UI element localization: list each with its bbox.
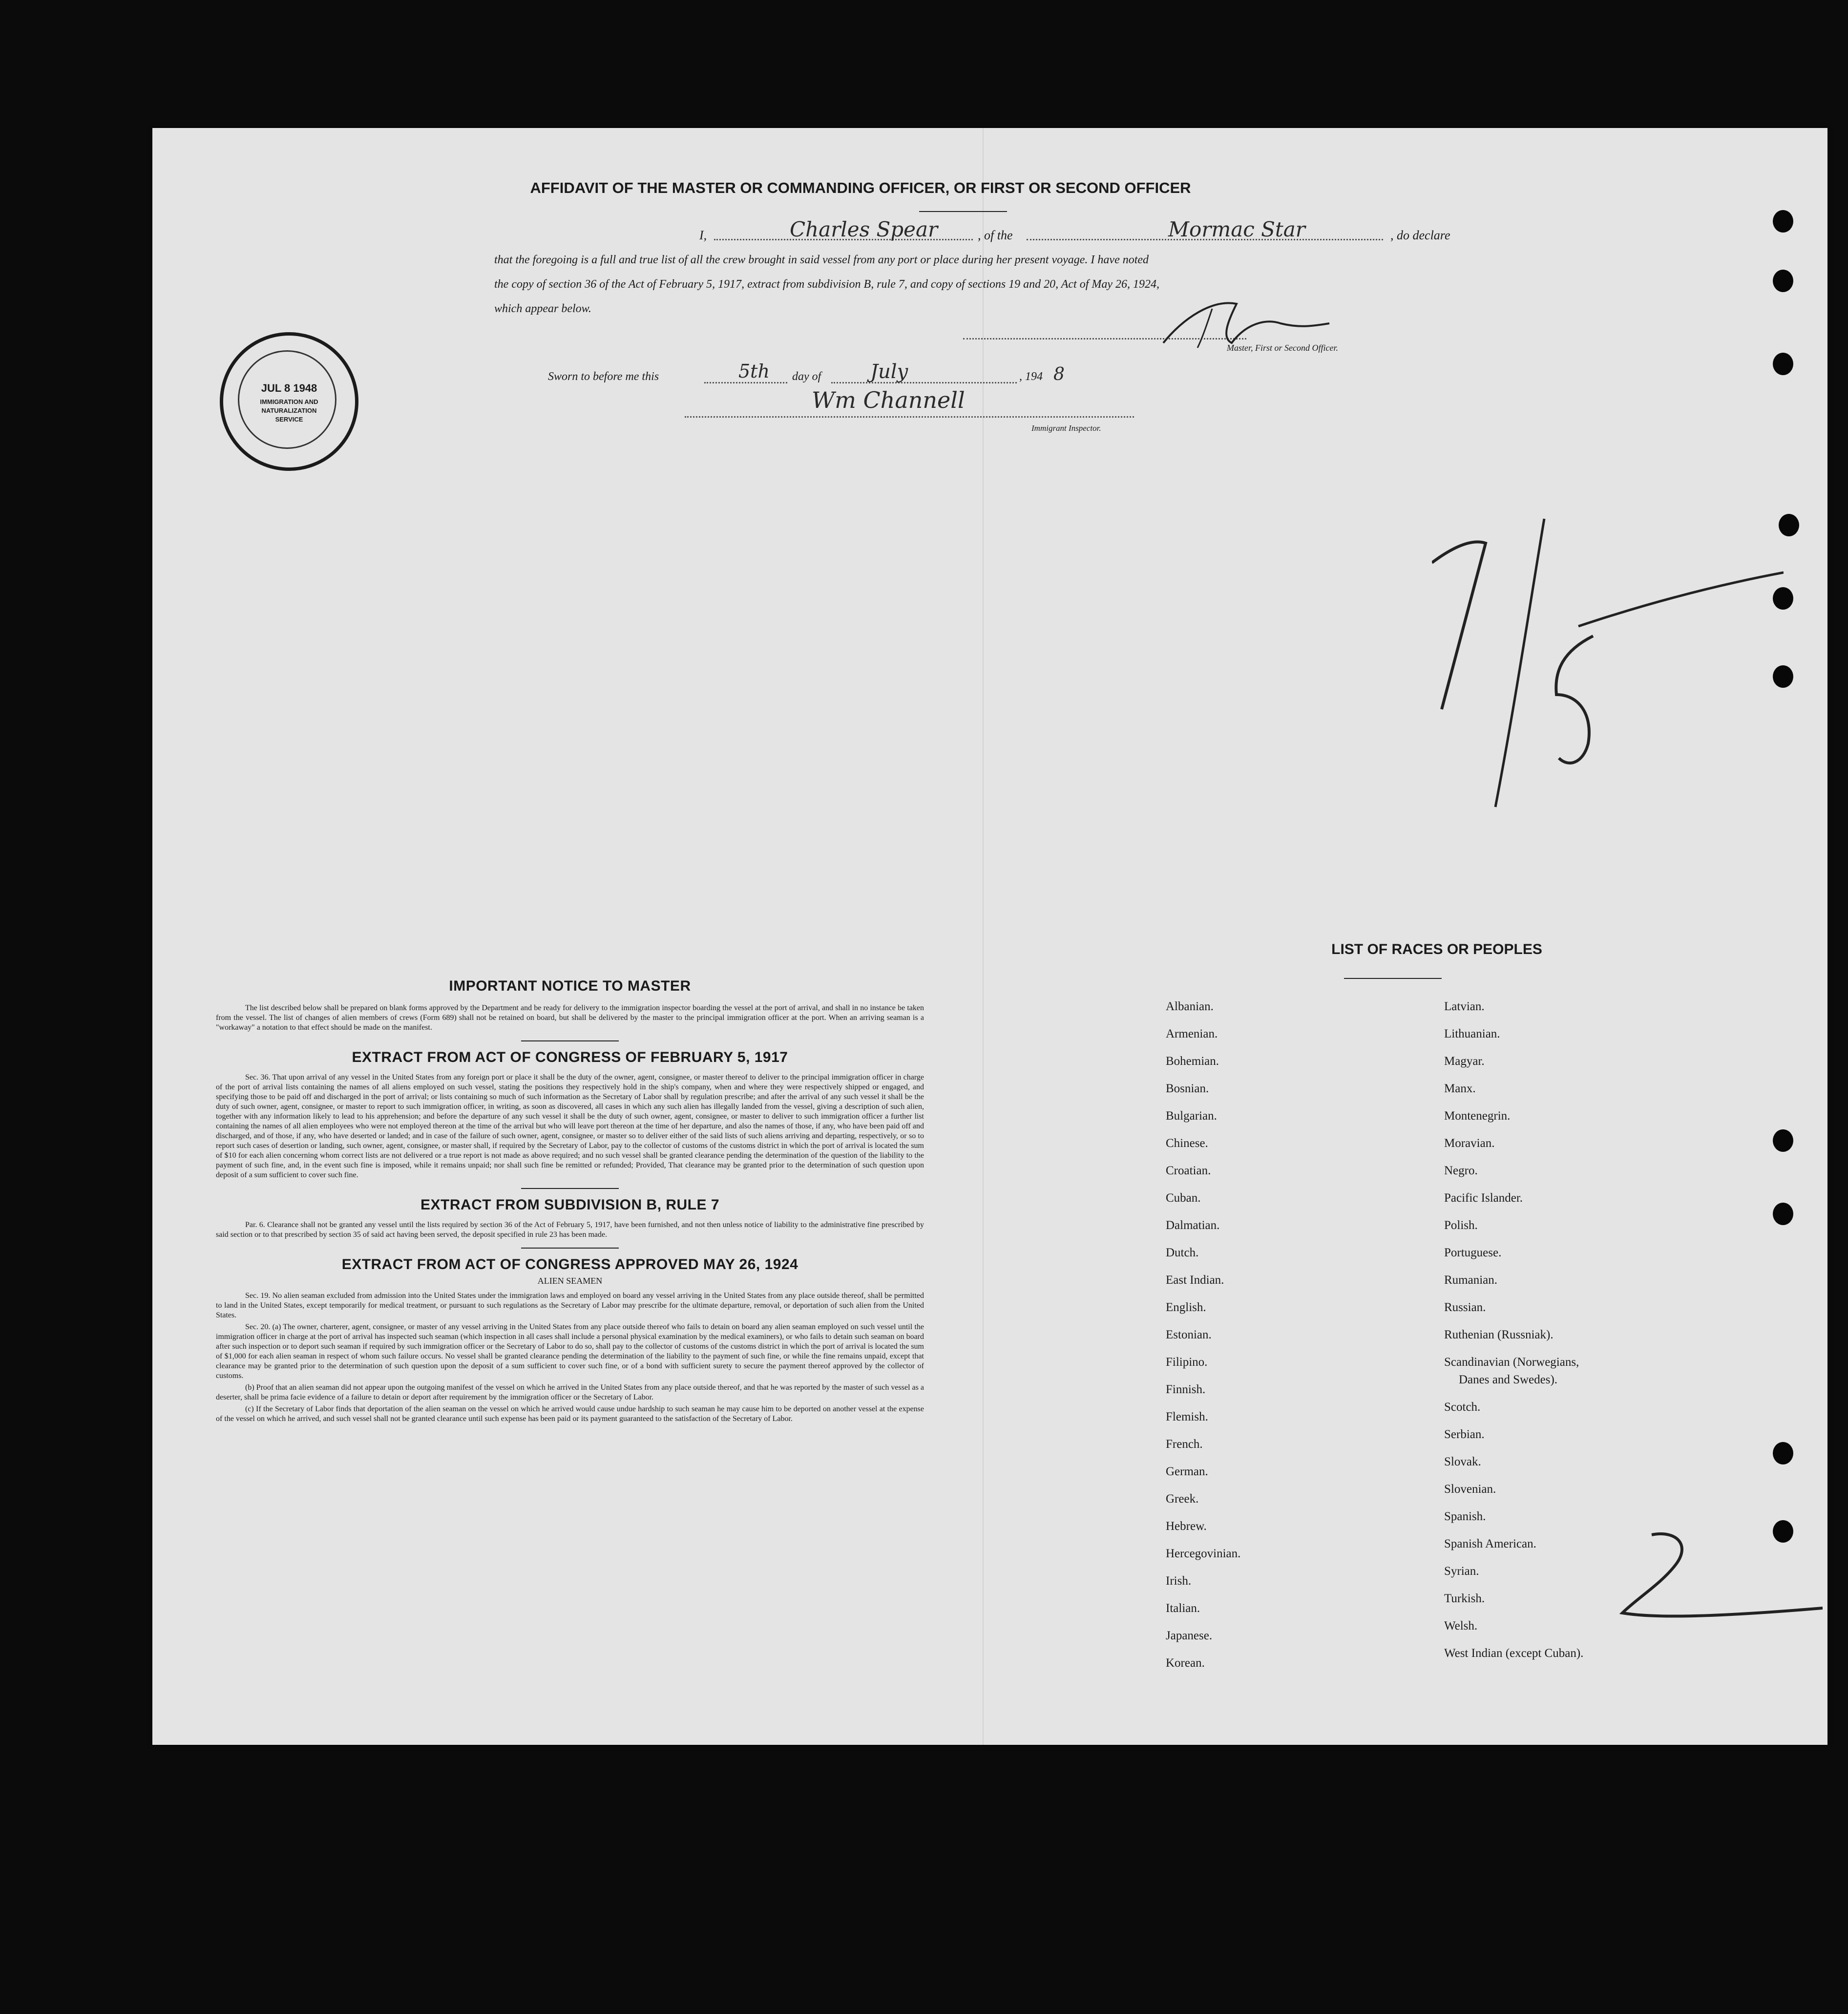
races-right-column	[1444, 1000, 1786, 1674]
race-item: Slovenian.	[1444, 1483, 1496, 1496]
race-item: Scandinavian (Norwegians,	[1444, 1356, 1579, 1369]
race-item: Turkish.	[1444, 1592, 1485, 1605]
line1-mid: , of the	[978, 228, 1013, 242]
race-item: Manx.	[1444, 1082, 1476, 1095]
race-item: Dalmatian.	[1166, 1219, 1220, 1232]
race-item: Bohemian.	[1166, 1055, 1219, 1068]
races-title: LIST OF RACES OR PEOPLES	[1331, 941, 1542, 957]
punch-hole	[1773, 210, 1793, 233]
notice-body: The list described below shall be prepared on blank forms approved by the Department and be ready for delivery to the immigration inspector boarding the vessel at the port of arrival, and shall in no instance be taken from the vessel. The list of changes of alien members of crews (Form 689) shall not be retained on board, but shall be delivered by the master to the principal immigration officer at the port. When an arriving seaman is a "workaway" a notation to that effect should be made on the manifest.	[216, 1004, 924, 1032]
race-item: Albanian.	[1166, 1000, 1214, 1013]
race-item: Croatian.	[1166, 1164, 1211, 1177]
inspector-caption: Immigrant Inspector.	[1031, 424, 1101, 433]
sworn-year-prefix: , 194	[1019, 370, 1043, 383]
races-left-column	[1166, 1000, 1410, 1684]
race-item: Slovak.	[1444, 1455, 1481, 1468]
race-item: Bulgarian.	[1166, 1109, 1217, 1123]
race-item: Russian.	[1444, 1301, 1486, 1314]
rule7-body: Par. 6. Clearance shall not be granted any vessel until the lists required by section 36 of the Act of February 5, 1917, have been furnished, and not then unless notice of liability to the administrative fine prescribed by said section or to that prescribed by section 35 of said act having been served, the deposit specified in rule 23 has been made.	[216, 1221, 924, 1239]
race-item: Hercegovinian.	[1166, 1547, 1241, 1560]
extract-1917-body: Sec. 36. That upon arrival of any vessel in the United States from any foreign port or place it shall be the duty of the owner, agent, consignee, or master thereof to deliver to the principal immigration officer in charge of the port of arrival lists containing the names of all aliens employed on such vessel, stating the positions they respectively hold in the ship's company, when and where they were respectively shipped or engaged, and specifying those to be paid off and discharged in the port of arrival; or lists containing so much of such information as the Secretary of Labor shall by regulation prescribe; and after the arrival of any such vessel it shall be the duty of such owner, agent, consignee, or master to report to such immigration officer, in writing, as soon as discovered, all cases in which any such alien has illegally landed from the vessel, giving a description of such alien, together with any information likely to lead to his apprehension; and before the departure of any such vessel it shall be the duty of such owner, agent, consignee, or master to deliver to such immigration officer a further list containing the names of all alien employees who were not employed thereon at the time of the arrival but who will leave port thereon at the time of her departure, and also the names of those, if any, who have been paid off and discharged, and of those, if any, who have deserted or landed; and in case of the failure of such owner, agent, consignee, or master so to deliver either of the said lists of such aliens arriving and departing, respectively, or so to report such cases of desertion or landing, such owner, agent, consignee, or master shall, if required by the Secretary of Labor, pay to the collector of customs of the customs district in which the port of arrival is located the sum of $10 for each alien concerning whom correct lists are not delivered or a true report is not made as above required; and no such vessel shall be granted clearance pending the determination of the question of the liability to the payment of such fine, and, in the event such fine is imposed, while it remains unpaid; nor shall such fine be remitted or refunded; Provided, That clearance may be granted prior to the determination of such question upon deposit of a sum sufficient to cover such fine.	[216, 1073, 924, 1179]
race-item: Rumanian.	[1444, 1273, 1498, 1287]
signature-caption: Master, First or Second Officer.	[1227, 343, 1338, 353]
stamp-date: JUL 8 1948	[261, 382, 317, 394]
punch-hole	[1773, 665, 1793, 688]
race-item: Finnish.	[1166, 1383, 1206, 1396]
race-item: Estonian.	[1166, 1328, 1212, 1341]
race-item: West Indian (except Cuban).	[1444, 1647, 1584, 1660]
race-item: Polish.	[1444, 1219, 1478, 1232]
race-item: Spanish American.	[1444, 1537, 1536, 1550]
extract-1924-title: EXTRACT FROM ACT OF CONGRESS APPROVED MAY 26, 1924	[341, 1256, 798, 1272]
race-item: Chinese.	[1166, 1137, 1208, 1150]
stamp-line-2: NATURALIZATION	[261, 407, 317, 414]
race-item: English.	[1166, 1301, 1206, 1314]
race-item: Cuban.	[1166, 1191, 1201, 1205]
line1-suffix: , do declare	[1390, 228, 1450, 242]
race-item: Bosnian.	[1166, 1082, 1209, 1095]
stamp-line-3: SERVICE	[275, 416, 303, 423]
sec20a-body: Sec. 20. (a) The owner, charterer, agent, consignee, or master of any vessel arriving in the United States from any place outside thereof who fails to detain on board any alien seaman employed on such vessel until the immigration officer in charge at the port of arrival has inspected such seaman (which inspection in all cases shall include a personal physical examination by the medical examiners), or who fails to detain such seaman on board after such inspection or to deport such seaman if required by such immigration officer or the Secretary of Labor to do so, shall pay to the collector of customs of the customs district in which the port of arrival is located the sum of $1,000 for each alien seaman in respect of whom such failure occurs. No vessel shall be granted clearance pending the determination of the liability to the payment of such fine, or while the fine remains unpaid, except that clearance may be granted prior to the determination of such question upon the deposit of a sum sufficient to cover such fine, or of a bond with sufficient surety to secure the payment thereof approved by the collector of customs.	[216, 1323, 924, 1380]
handwritten-fraction-mark	[1432, 509, 1784, 949]
race-item: Korean.	[1166, 1656, 1205, 1670]
extract-1917-title: EXTRACT FROM ACT OF CONGRESS OF FEBRUARY 5, 1917	[352, 1049, 788, 1065]
race-item: Armenian.	[1166, 1027, 1218, 1040]
punch-hole	[1773, 1442, 1793, 1464]
races-title-rule	[1344, 978, 1442, 979]
punch-hole	[1779, 514, 1799, 536]
race-item: French.	[1166, 1438, 1203, 1451]
race-item: Dutch.	[1166, 1246, 1199, 1259]
race-item: Lithuanian.	[1444, 1027, 1500, 1040]
punch-hole	[1773, 1520, 1793, 1543]
sworn-day: 5th	[738, 360, 770, 382]
sec19-body: Sec. 19. No alien seaman excluded from admission into the United States under the immigration laws and employed on board any vessel arriving in the United States from any place outside thereof, shall be permitted to land in the United States, except temporarily for medical treatment, or pursuant to such regulations as the Secretary of Labor may prescribe for the ultimate departure, removal, or deportation of such alien from the United States.	[216, 1292, 924, 1319]
punch-hole	[1773, 353, 1793, 375]
sworn-month: July	[870, 360, 908, 383]
affidavit-line-4: which appear below.	[494, 302, 591, 315]
punch-hole	[1773, 587, 1793, 610]
race-item: Pacific Islander.	[1444, 1191, 1523, 1205]
race-item: Ruthenian (Russniak).	[1444, 1328, 1554, 1341]
document-page	[152, 128, 1827, 1745]
race-item: Scotch.	[1444, 1400, 1481, 1414]
sec20c-body: (c) If the Secretary of Labor finds that deportation of the alien seaman on the vessel on which he arrived would cause undue hardship to such seaman he may cause him to be deported on another vessel at the expense of the vessel on which he arrived, and such vessel shall not be granted clearance until such expense has been paid or its payment guaranteed to the satisfaction of the Secretary of Labor.	[216, 1405, 924, 1423]
race-item: Moravian.	[1444, 1137, 1495, 1150]
race-item: Greek.	[1166, 1492, 1199, 1505]
punch-hole	[1773, 1203, 1793, 1225]
sworn-mid: day of	[792, 370, 821, 383]
month-blank	[831, 367, 1017, 383]
race-item: Portuguese.	[1444, 1246, 1502, 1259]
race-item: Spanish.	[1444, 1510, 1486, 1523]
affidavit-title: AFFIDAVIT OF THE MASTER OR COMMANDING OFFICER, OR FIRST OR SECOND OFFICER	[530, 179, 1191, 196]
race-item: Magyar.	[1444, 1055, 1485, 1068]
extract-1924-subtitle: ALIEN SEAMEN	[537, 1276, 603, 1286]
race-item: Hebrew.	[1166, 1520, 1207, 1533]
notice-title: IMPORTANT NOTICE TO MASTER	[449, 978, 691, 994]
race-item: Irish.	[1166, 1574, 1192, 1588]
line1-prefix: I,	[699, 228, 707, 242]
vessel-name: Mormac Star	[1168, 217, 1305, 241]
race-item: Japanese.	[1166, 1629, 1213, 1642]
race-item: Syrian.	[1444, 1565, 1479, 1578]
race-item: Flemish.	[1166, 1410, 1208, 1423]
race-item: Montenegrin.	[1444, 1109, 1511, 1123]
race-item: Latvian.	[1444, 1000, 1485, 1013]
rule7-title: EXTRACT FROM SUBDIVISION B, RULE 7	[420, 1197, 720, 1213]
punch-hole	[1773, 270, 1793, 292]
title-rule	[919, 211, 1007, 212]
master-name: Charles Spear	[790, 217, 938, 241]
divider	[521, 1040, 619, 1041]
affidavit-line-2: that the foregoing is a full and true list of all the crew brought in said vessel from any port or place during her present voyage. I have noted	[494, 254, 1149, 266]
race-item: Italian.	[1166, 1602, 1200, 1615]
race-item: Negro.	[1444, 1164, 1478, 1177]
affidavit-line-3: the copy of section 36 of the Act of February 5, 1917, extract from subdivision B, rule 7, and copy of sections 19 and 20, Act of May 26, 1924,	[494, 278, 1160, 291]
divider	[521, 1248, 619, 1249]
affidavit-body	[494, 217, 1569, 321]
left-notices	[216, 978, 924, 1424]
stamp-line-1: IMMIGRATION AND	[260, 398, 318, 405]
race-item: Serbian.	[1444, 1428, 1485, 1441]
sworn-prefix: Sworn to before me this	[548, 370, 659, 383]
sec20b-body: (b) Proof that an alien seaman did not appear upon the outgoing manifest of the vessel on which he arrived in the United States from any place outside thereof, and that he was reported by the master of such vessel as a deserter, shall be prima facie evidence of a failure to detain or deport after requirement by the immigration officer or the Secretary of Labor.	[216, 1383, 924, 1401]
race-item: Welsh.	[1444, 1619, 1478, 1632]
immigration-stamp	[220, 332, 358, 471]
inspector-line	[685, 416, 1134, 418]
race-item: German.	[1166, 1465, 1208, 1478]
race-item: Danes and Swedes).	[1459, 1373, 1558, 1386]
race-item: East Indian.	[1166, 1273, 1224, 1287]
punch-hole	[1773, 1129, 1793, 1152]
affidavit-line-1	[494, 217, 1569, 248]
divider	[521, 1188, 619, 1189]
race-item: Filipino.	[1166, 1356, 1208, 1369]
inspector-name: Wm Channell	[812, 387, 965, 413]
sworn-year-suffix: 8	[1053, 364, 1065, 384]
